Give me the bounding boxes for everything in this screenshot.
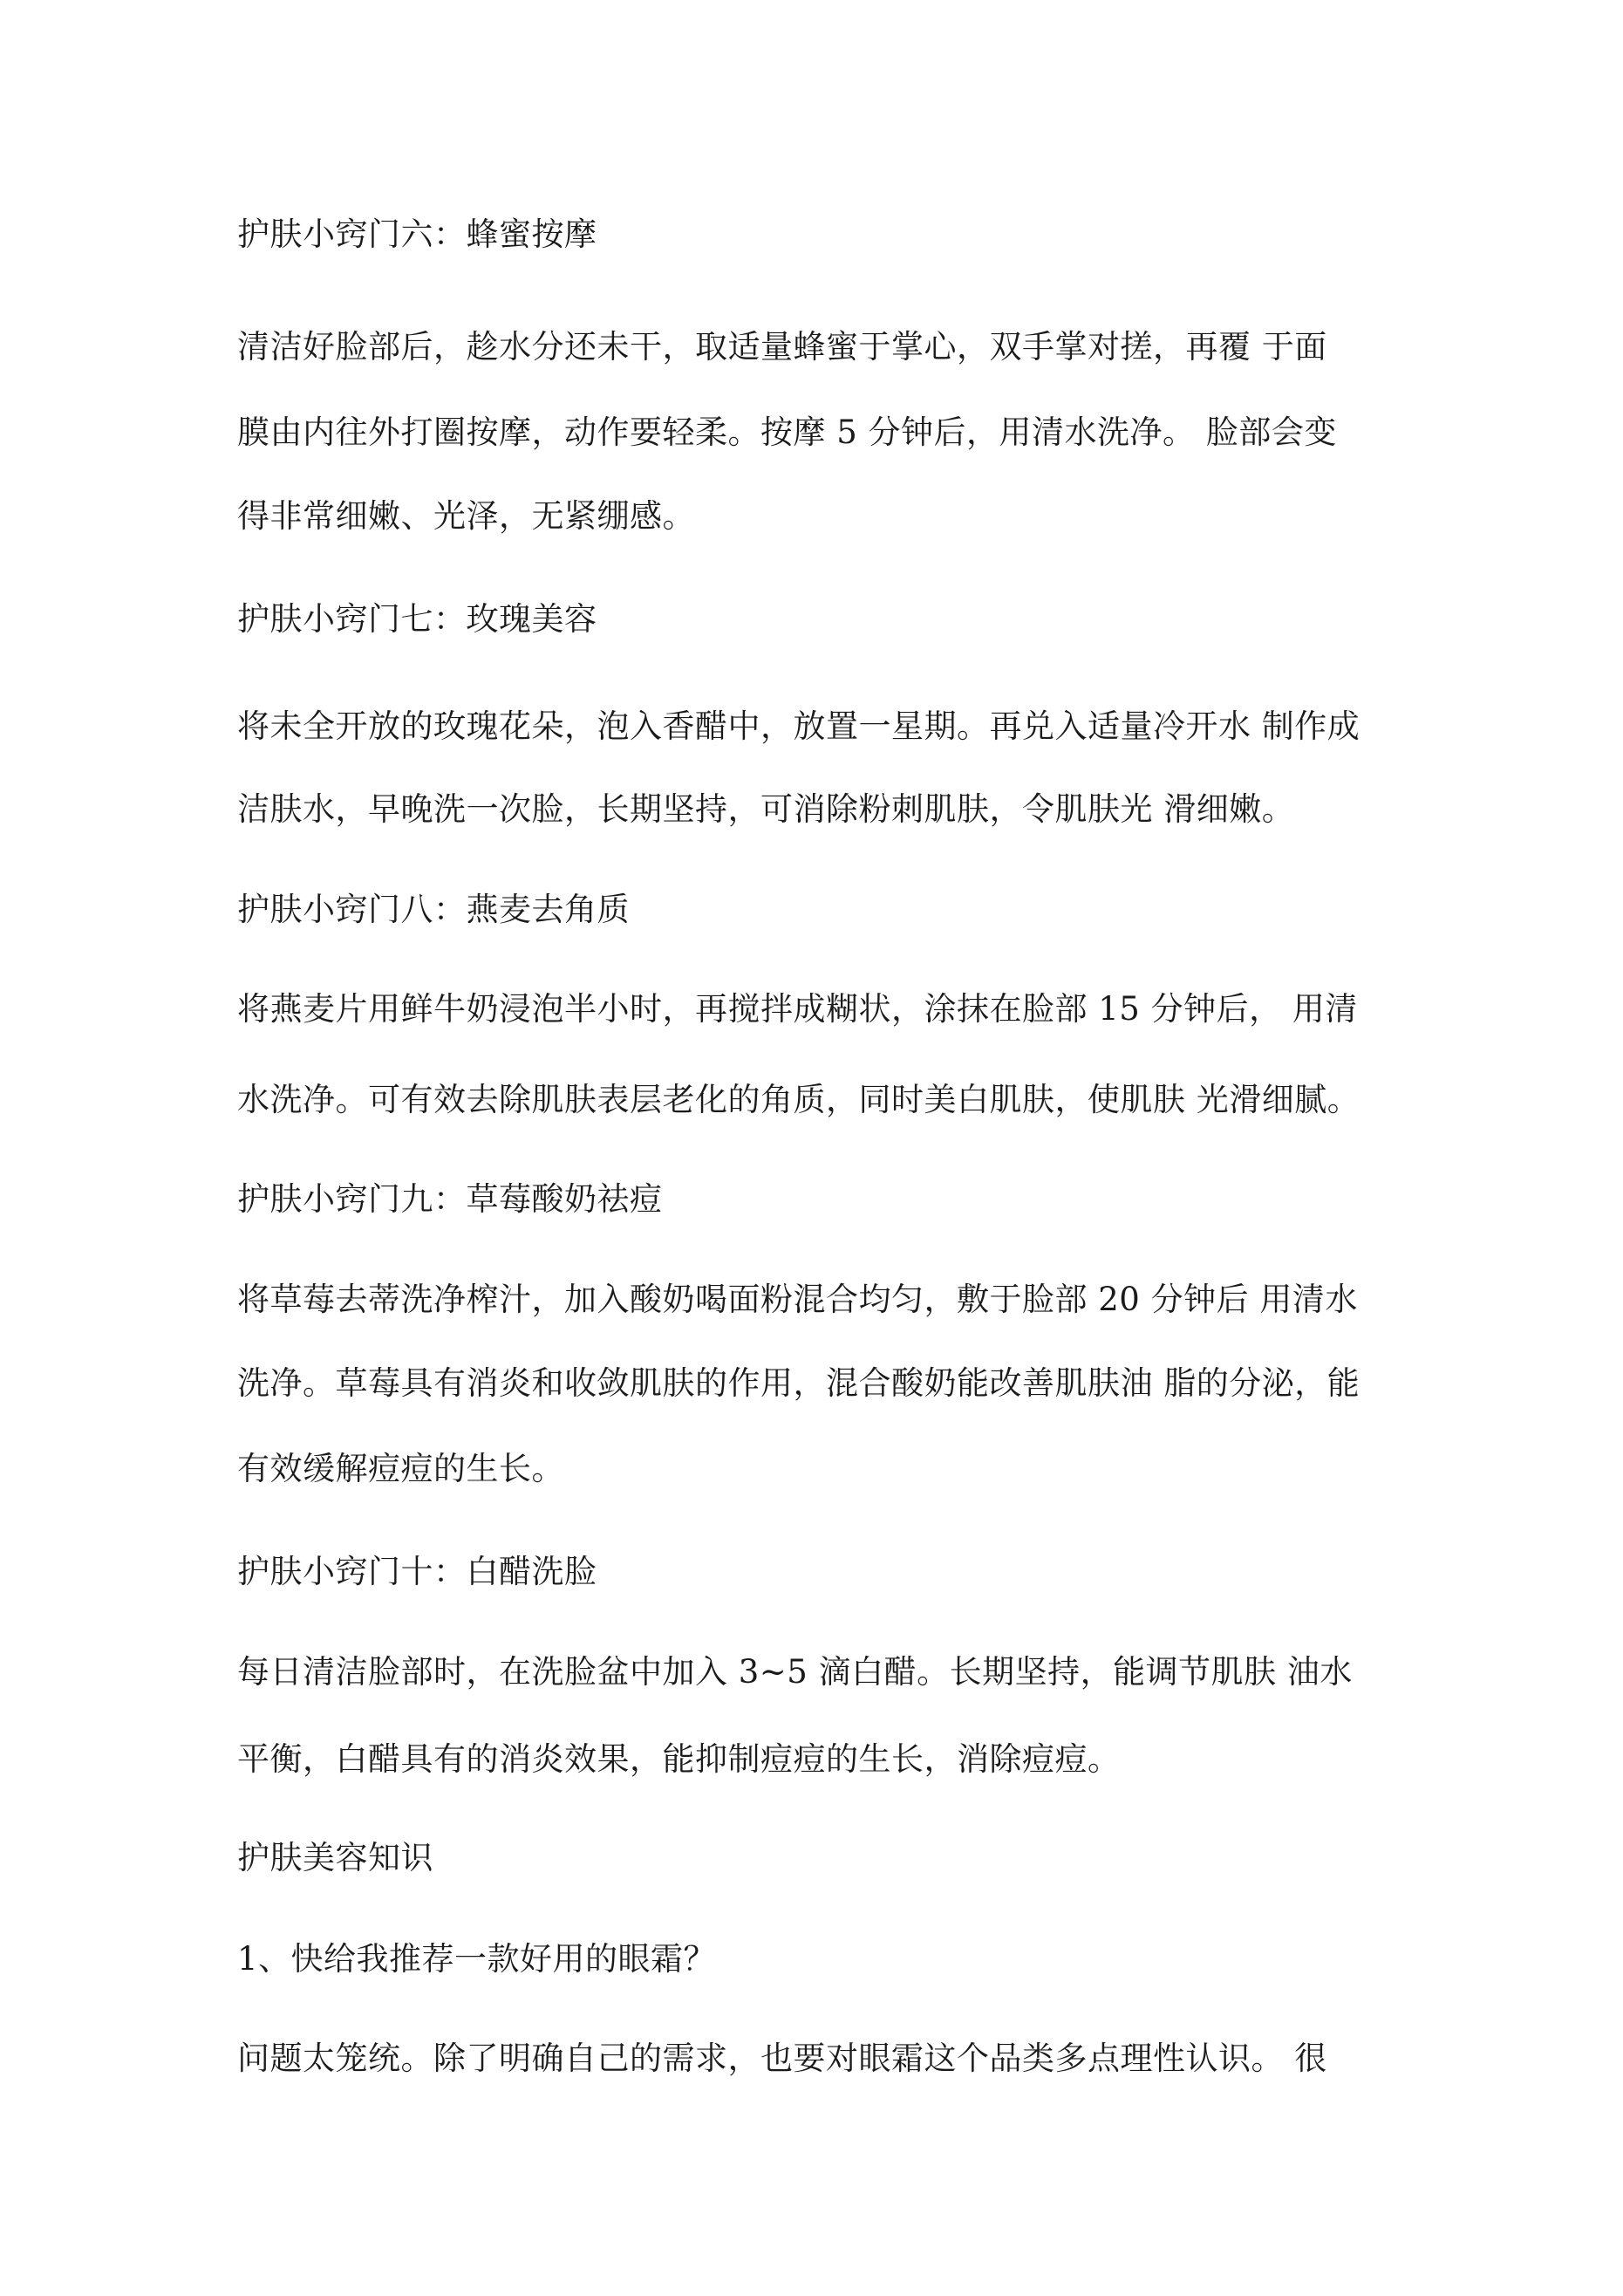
- paragraph-line: 水洗净。可有效去除肌肤表层老化的角质，同时美白肌肤，使肌肤 光滑细腻。: [237, 1081, 1360, 1118]
- paragraph-line: 将草莓去蒂洗净榨汁，加入酸奶喝面粉混合均匀，敷于脸部 20 分钟后 用清水: [237, 1281, 1358, 1318]
- paragraph-line: 平衡，白醋具有的消炎效果，能抑制痘痘的生长，消除痘痘。: [237, 1740, 1121, 1778]
- paragraph-line: 膜由内往外打圈按摩，动作要轻柔。按摩 5 分钟后，用清水洗净。 脸部会变: [237, 413, 1337, 451]
- paragraph-line: 洁肤水，早晚洗一次脸，长期坚持，可消除粉刺肌肤，令肌肤光 滑细嫩。: [237, 790, 1295, 828]
- heading-tip-8: 护肤小窍门八：燕麦去角质: [237, 891, 630, 928]
- heading-skincare-knowledge: 护肤美容知识: [237, 1839, 433, 1876]
- heading-tip-7: 护肤小窍门七：玫瑰美容: [237, 600, 597, 638]
- paragraph-line: 将未全开放的玫瑰花朵，泡入香醋中，放置一星期。再兑入适量冷开水 制作成: [237, 707, 1360, 745]
- heading-tip-10: 护肤小窍门十：白醋洗脸: [237, 1553, 597, 1590]
- paragraph-line: 洗净。草莓具有消炎和收敛肌肤的作用，混合酸奶能改善肌肤油 脂的分泌，能: [237, 1364, 1360, 1402]
- paragraph-line: 问题太笼统。除了明确自己的需求，也要对眼霜这个品类多点理性认识。 很: [237, 2040, 1327, 2077]
- question-heading: 1、快给我推荐一款好用的眼霜？: [237, 1940, 717, 1978]
- paragraph-line: 将燕麦片用鲜牛奶浸泡半小时，再搅拌成糊状，涂抹在脸部 15 分钟后， 用清: [237, 990, 1358, 1028]
- paragraph-line: 每日清洁脸部时，在洗脸盆中加入 3~5 滴白醋。长期坚持，能调节肌肤 油水: [237, 1653, 1353, 1691]
- paragraph-line: 得非常细嫩、光泽，无紧绷感。: [237, 497, 695, 535]
- paragraph-line: 有效缓解痘痘的生长。: [237, 1450, 564, 1487]
- heading-tip-6: 护肤小窍门六：蜂蜜按摩: [237, 215, 597, 253]
- heading-tip-9: 护肤小窍门九：草莓酸奶祛痘: [237, 1180, 663, 1218]
- paragraph-line: 清洁好脸部后，趁水分还未干，取适量蜂蜜于掌心，双手掌对搓，再覆 于面: [237, 328, 1327, 366]
